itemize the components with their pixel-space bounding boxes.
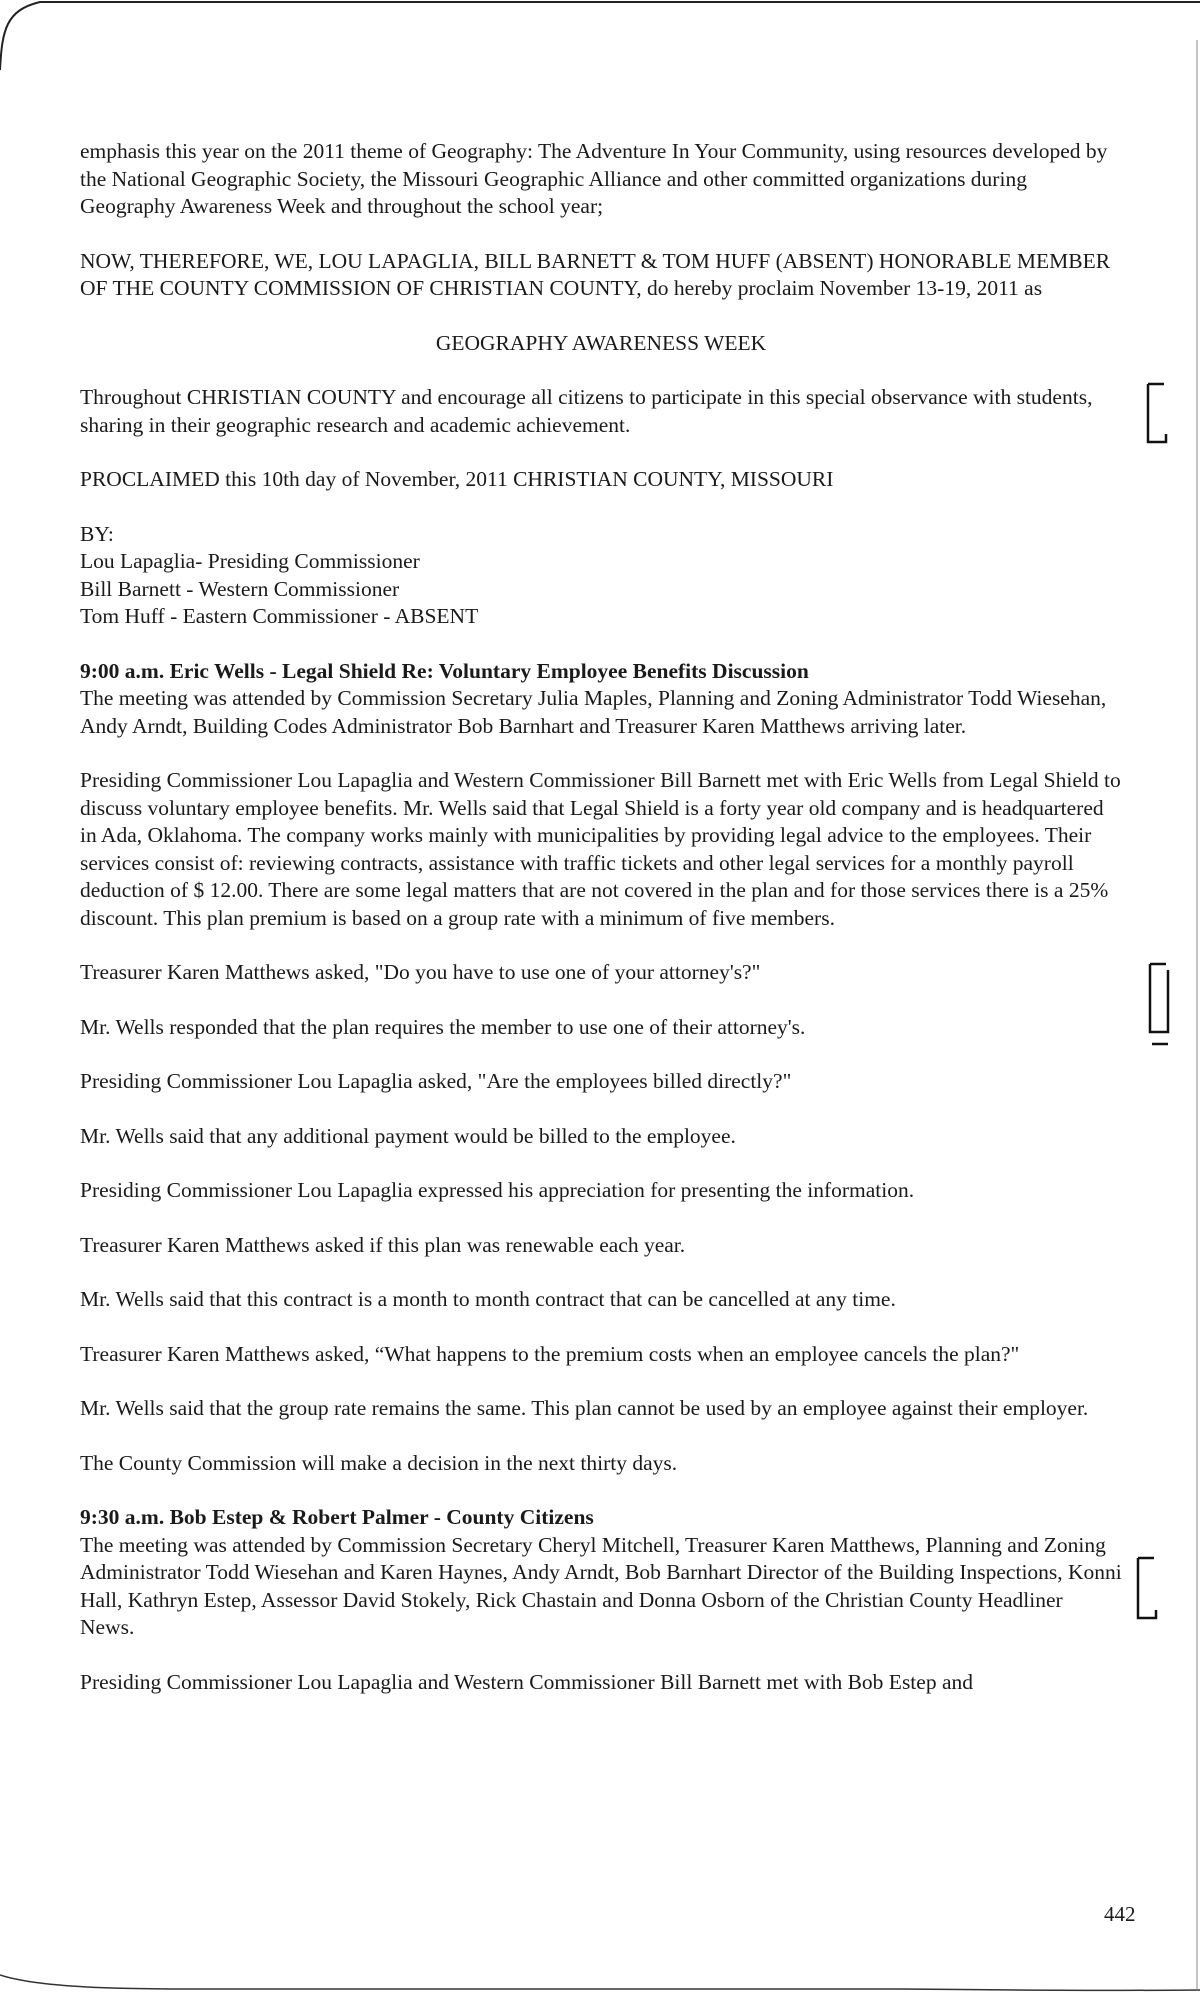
minutes-body bbox=[80, 138, 1122, 1723]
signature-line: Bill Barnett - Western Commissioner bbox=[80, 576, 400, 601]
signature-by: BY: bbox=[80, 521, 114, 546]
proclamation-paragraph: NOW, THEREFORE, WE, LOU LAPAGLIA, BILL BARNETT & TOM HUFF (ABSENT) HONORABLE MEMBER OF THE COUNTY COMMISSION OF CHRISTIAN COUNTY, do hereby proclaim November 13-19, 2011 as bbox=[80, 248, 1111, 300]
section-heading: 9:00 a.m. Eric Wells - Legal Shield Re: Voluntary Employee Benefits Discussion bbox=[80, 658, 809, 683]
page-number: 442 bbox=[1104, 1902, 1136, 1926]
paragraph: Presiding Commissioner Lou Lapaglia asked, "Are the employees billed directly?" bbox=[80, 1069, 792, 1093]
section-heading: 9:30 a.m. Bob Estep & Robert Palmer - County Citizens bbox=[80, 1505, 594, 1529]
paragraph: Treasurer Karen Matthews asked, "Do you have to use one of your attorney's?" bbox=[80, 960, 761, 984]
paragraph: Presiding Commissioner Lou Lapaglia and Western Commissioner Bill Barnett met with Bob Estep and bbox=[80, 1669, 973, 1694]
paragraph: Treasurer Karen Matthews asked, “What happens to the premium costs when an employee cancels the plan?" bbox=[80, 1341, 1020, 1366]
paragraph: The meeting was attended by Commission Secretary Cheryl Mitchell, Treasurer Karen Matthews, Planning and Zoning Administrator Todd Wiesehan and Karen Haynes, Andy Arndt, Bob Barnhart Director of the Building Inspections, Konni Hall, Kathryn Estep, Assessor David Stokely, Rick Chastain and Donna Osborn of the Christian County Headliner News. bbox=[80, 1532, 1122, 1639]
signature-line: Tom Huff - Eastern Commissioner - ABSENT bbox=[80, 604, 479, 628]
paragraph: Mr. Wells responded that the plan requires the member to use one of their attorney's. bbox=[80, 1014, 806, 1039]
paragraph: The County Commission will make a decision in the next thirty days. bbox=[80, 1450, 678, 1475]
margin-bracket-mark bbox=[1144, 962, 1172, 1046]
margin-bracket-mark bbox=[1130, 1556, 1164, 1624]
proclaimed-line: PROCLAIMED this 10th day of November, 2011 CHRISTIAN COUNTY, MISSOURI bbox=[80, 467, 834, 491]
margin-bracket-mark bbox=[1144, 382, 1172, 446]
paragraph: Mr. Wells said that any additional payment would be billed to the employee. bbox=[80, 1123, 736, 1148]
paragraph: Presiding Commissioner Lou Lapaglia expressed his appreciation for presenting the information. bbox=[80, 1178, 915, 1202]
paragraph: Mr. Wells said that this contract is a month to month contract that can be cancelled at any time. bbox=[80, 1287, 896, 1311]
paragraph: Presiding Commissioner Lou Lapaglia and Western Commissioner Bill Barnett met with Eric Wells from Legal Shield to discuss voluntary employee benefits. Mr. Wells said that Legal Shield is a forty year old company and is headquartered in Ada, Oklahoma. The company works mainly with municipalities by providing legal advice to the employees. Their services consist of: reviewing contracts, assistance with traffic tickets and other legal services for a monthly payroll deduction of $ 12.00. There are some legal matters that are not covered in the plan and for those services there is a 25% discount. This plan premium is based on a group rate with a minimum of five members. bbox=[80, 768, 1121, 930]
paragraph: Throughout CHRISTIAN COUNTY and encourage all citizens to participate in this special observance with students, sharing in their geographic research and academic achievement. bbox=[80, 385, 1093, 437]
proclamation-title: GEOGRAPHY AWARENESS WEEK bbox=[435, 330, 767, 355]
paragraph: emphasis this year on the 2011 theme of Geography: The Adventure In Your Community, using resources developed by the National Geographic Society, the Missouri Geographic Alliance and other committed organizations during Geography Awareness Week and throughout the school year; bbox=[80, 139, 1108, 218]
signature-line: Lou Lapaglia- Presiding Commissioner bbox=[80, 549, 420, 573]
paragraph: The meeting was attended by Commission Secretary Julia Maples, Planning and Zoning Administrator Todd Wiesehan, Andy Arndt, Building Codes Administrator Bob Barnhart and Treasurer Karen Matthews arriving later. bbox=[80, 686, 1107, 738]
paragraph: Mr. Wells said that the group rate remains the same. This plan cannot be used by an employee against their employer. bbox=[80, 1396, 1089, 1420]
paragraph: Treasurer Karen Matthews asked if this plan was renewable each year. bbox=[80, 1232, 686, 1257]
